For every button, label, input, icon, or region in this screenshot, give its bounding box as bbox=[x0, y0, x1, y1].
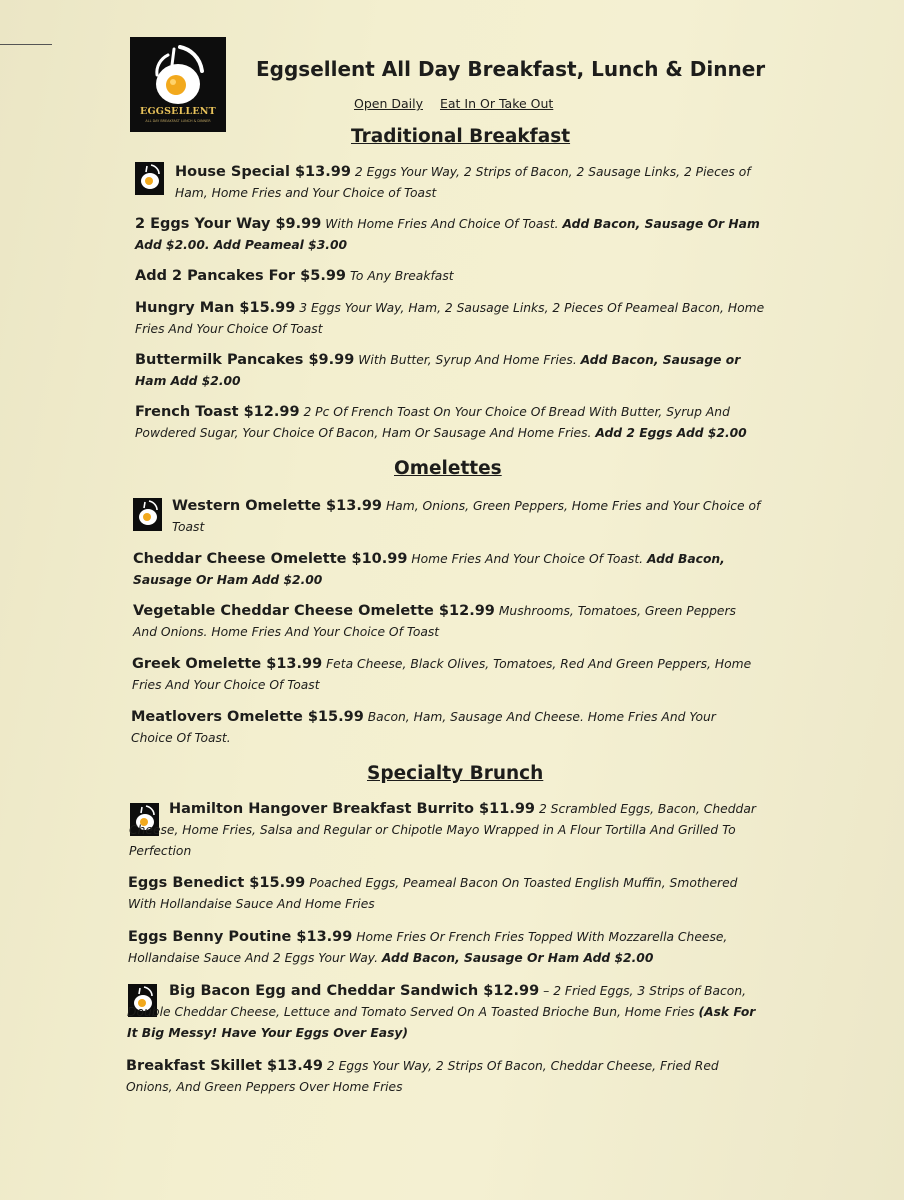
menu-item bbox=[129, 799, 774, 862]
item-addon: Add Bacon, Sausage Or Ham Add $2.00 bbox=[381, 951, 654, 965]
menu-item bbox=[128, 927, 758, 969]
menu-item bbox=[133, 549, 758, 591]
item-description: Home Fries And Your Choice Of Toast. bbox=[411, 552, 644, 566]
egg-icon bbox=[135, 162, 164, 195]
menu-item bbox=[135, 350, 765, 392]
menu-item bbox=[135, 266, 760, 287]
menu-item bbox=[135, 402, 775, 444]
item-name: Western Omelette $13.99 bbox=[172, 498, 383, 514]
section-heading-omelettes: Omelettes bbox=[394, 458, 502, 479]
item-description: Poached Eggs, Peameal Bacon On Toasted English Muffin, Smothered With Hollandaise Sauce And Home Fries bbox=[128, 876, 738, 911]
item-description: Mushrooms, Tomatoes, Green Peppers And Onions. Home Fries And Your Choice Of Toast bbox=[133, 604, 736, 639]
eggsellent-logo bbox=[130, 37, 226, 132]
item-description: Bacon, Ham, Sausage And Cheese. Home Fries And Your Choice Of Toast. bbox=[131, 710, 716, 745]
menu-item bbox=[127, 981, 767, 1044]
menu-item bbox=[126, 1056, 766, 1098]
item-description: Ham, Onions, Green Peppers, Home Fries and Your Choice of Toast bbox=[172, 499, 761, 534]
menu-title: Eggsellent All Day Breakfast, Lunch & Dinner bbox=[256, 57, 766, 81]
item-name: Add 2 Pancakes For $5.99 bbox=[135, 268, 347, 284]
logo-tagline: ALL DAY BREAKFAST LUNCH & DINNER bbox=[145, 119, 211, 123]
item-description: Feta Cheese, Black Olives, Tomatoes, Red And Green Peppers, Home Fries And Your Choice Of Toast bbox=[132, 657, 752, 692]
item-description: 3 Eggs Your Way, Ham, 2 Sausage Links, 2 Pieces Of Peameal Bacon, Home Fries And Your Choice Of Toast bbox=[135, 301, 765, 336]
section-heading-specialty-brunch: Specialty Brunch bbox=[367, 763, 544, 784]
paper-edge-line bbox=[0, 44, 52, 45]
section-heading-traditional-breakfast: Traditional Breakfast bbox=[351, 126, 571, 147]
menu-item bbox=[172, 496, 762, 538]
menu-item bbox=[131, 707, 761, 749]
item-description: – 2 Fried Eggs, 3 Strips of Bacon, Double Cheddar Cheese, Lettuce and Tomato Served On A Toasted Brioche Bun, Home Fries bbox=[127, 984, 747, 1019]
menu-item bbox=[132, 654, 762, 696]
item-name: French Toast $12.99 bbox=[135, 404, 300, 420]
menu-item bbox=[135, 298, 770, 340]
item-name: Cheddar Cheese Omelette $10.99 bbox=[133, 551, 408, 567]
item-description: With Home Fries And Choice Of Toast. bbox=[325, 217, 559, 231]
item-name: Breakfast Skillet $13.49 bbox=[126, 1058, 323, 1074]
item-description: To Any Breakfast bbox=[349, 269, 454, 283]
item-description: 2 Pc Of French Toast On Your Choice Of Bread With Butter, Syrup And Powdered Sugar, Your Choice Of Bacon, Ham Or Sausage And Home Fries. bbox=[135, 405, 730, 440]
item-description: 2 Eggs Your Way, 2 Strips of Bacon, 2 Sausage Links, 2 Pieces of Ham, Home Fries and Your Choice of Toast bbox=[175, 165, 751, 200]
item-name: Vegetable Cheddar Cheese Omelette $12.99 bbox=[133, 603, 495, 619]
open-daily-label: Open Daily bbox=[354, 96, 423, 111]
item-name: Buttermilk Pancakes $9.99 bbox=[135, 352, 355, 368]
item-name: Eggs Benedict $15.99 bbox=[128, 875, 306, 891]
menu-item bbox=[133, 601, 753, 643]
eat-in-label: Eat In Or Take Out bbox=[440, 96, 554, 111]
item-name: Meatlovers Omelette $15.99 bbox=[131, 709, 364, 725]
item-addon: Add 2 Eggs Add $2.00 bbox=[595, 426, 747, 440]
item-addon: Add Bacon, Sausage Or Ham Add $2.00. Add Peameal $3.00 bbox=[135, 217, 760, 252]
menu-item bbox=[135, 214, 760, 256]
item-name: 2 Eggs Your Way $9.99 bbox=[135, 216, 322, 232]
item-name: Greek Omelette $13.99 bbox=[132, 656, 323, 672]
item-name: House Special $13.99 bbox=[175, 164, 351, 180]
item-description: With Butter, Syrup And Home Fries. bbox=[358, 353, 577, 367]
egg-icon bbox=[133, 498, 162, 531]
menu-item bbox=[175, 162, 765, 204]
menu-item bbox=[128, 873, 753, 915]
item-name: Big Bacon Egg and Cheddar Sandwich $12.99 bbox=[169, 983, 540, 999]
item-addon: (Ask For It Big Messy! Have Your Eggs Over Easy) bbox=[127, 1005, 756, 1040]
item-description: Home Fries Or French Fries Topped With Mozzarella Cheese, Hollandaise Sauce And 2 Eggs Your Way. bbox=[128, 930, 728, 965]
item-description: 2 Scrambled Eggs, Bacon, Cheddar Cheese, Home Fries, Salsa and Regular or Chipotle Mayo Wrapped in A Flour Tortilla And Grilled To Perfection bbox=[129, 802, 756, 858]
item-name: Hamilton Hangover Breakfast Burrito $11.99 bbox=[169, 801, 536, 817]
logo-wordmark: EGGSELLENT bbox=[140, 106, 216, 117]
item-name: Eggs Benny Poutine $13.99 bbox=[128, 929, 353, 945]
item-name: Hungry Man $15.99 bbox=[135, 300, 296, 316]
item-description: 2 Eggs Your Way, 2 Strips Of Bacon, Cheddar Cheese, Fried Red Onions, And Green Peppers Over Home Fries bbox=[126, 1059, 719, 1094]
item-addon: Add Bacon, Sausage or Ham Add $2.00 bbox=[135, 353, 741, 388]
item-addon: Add Bacon, Sausage Or Ham Add $2.00 bbox=[133, 552, 725, 587]
